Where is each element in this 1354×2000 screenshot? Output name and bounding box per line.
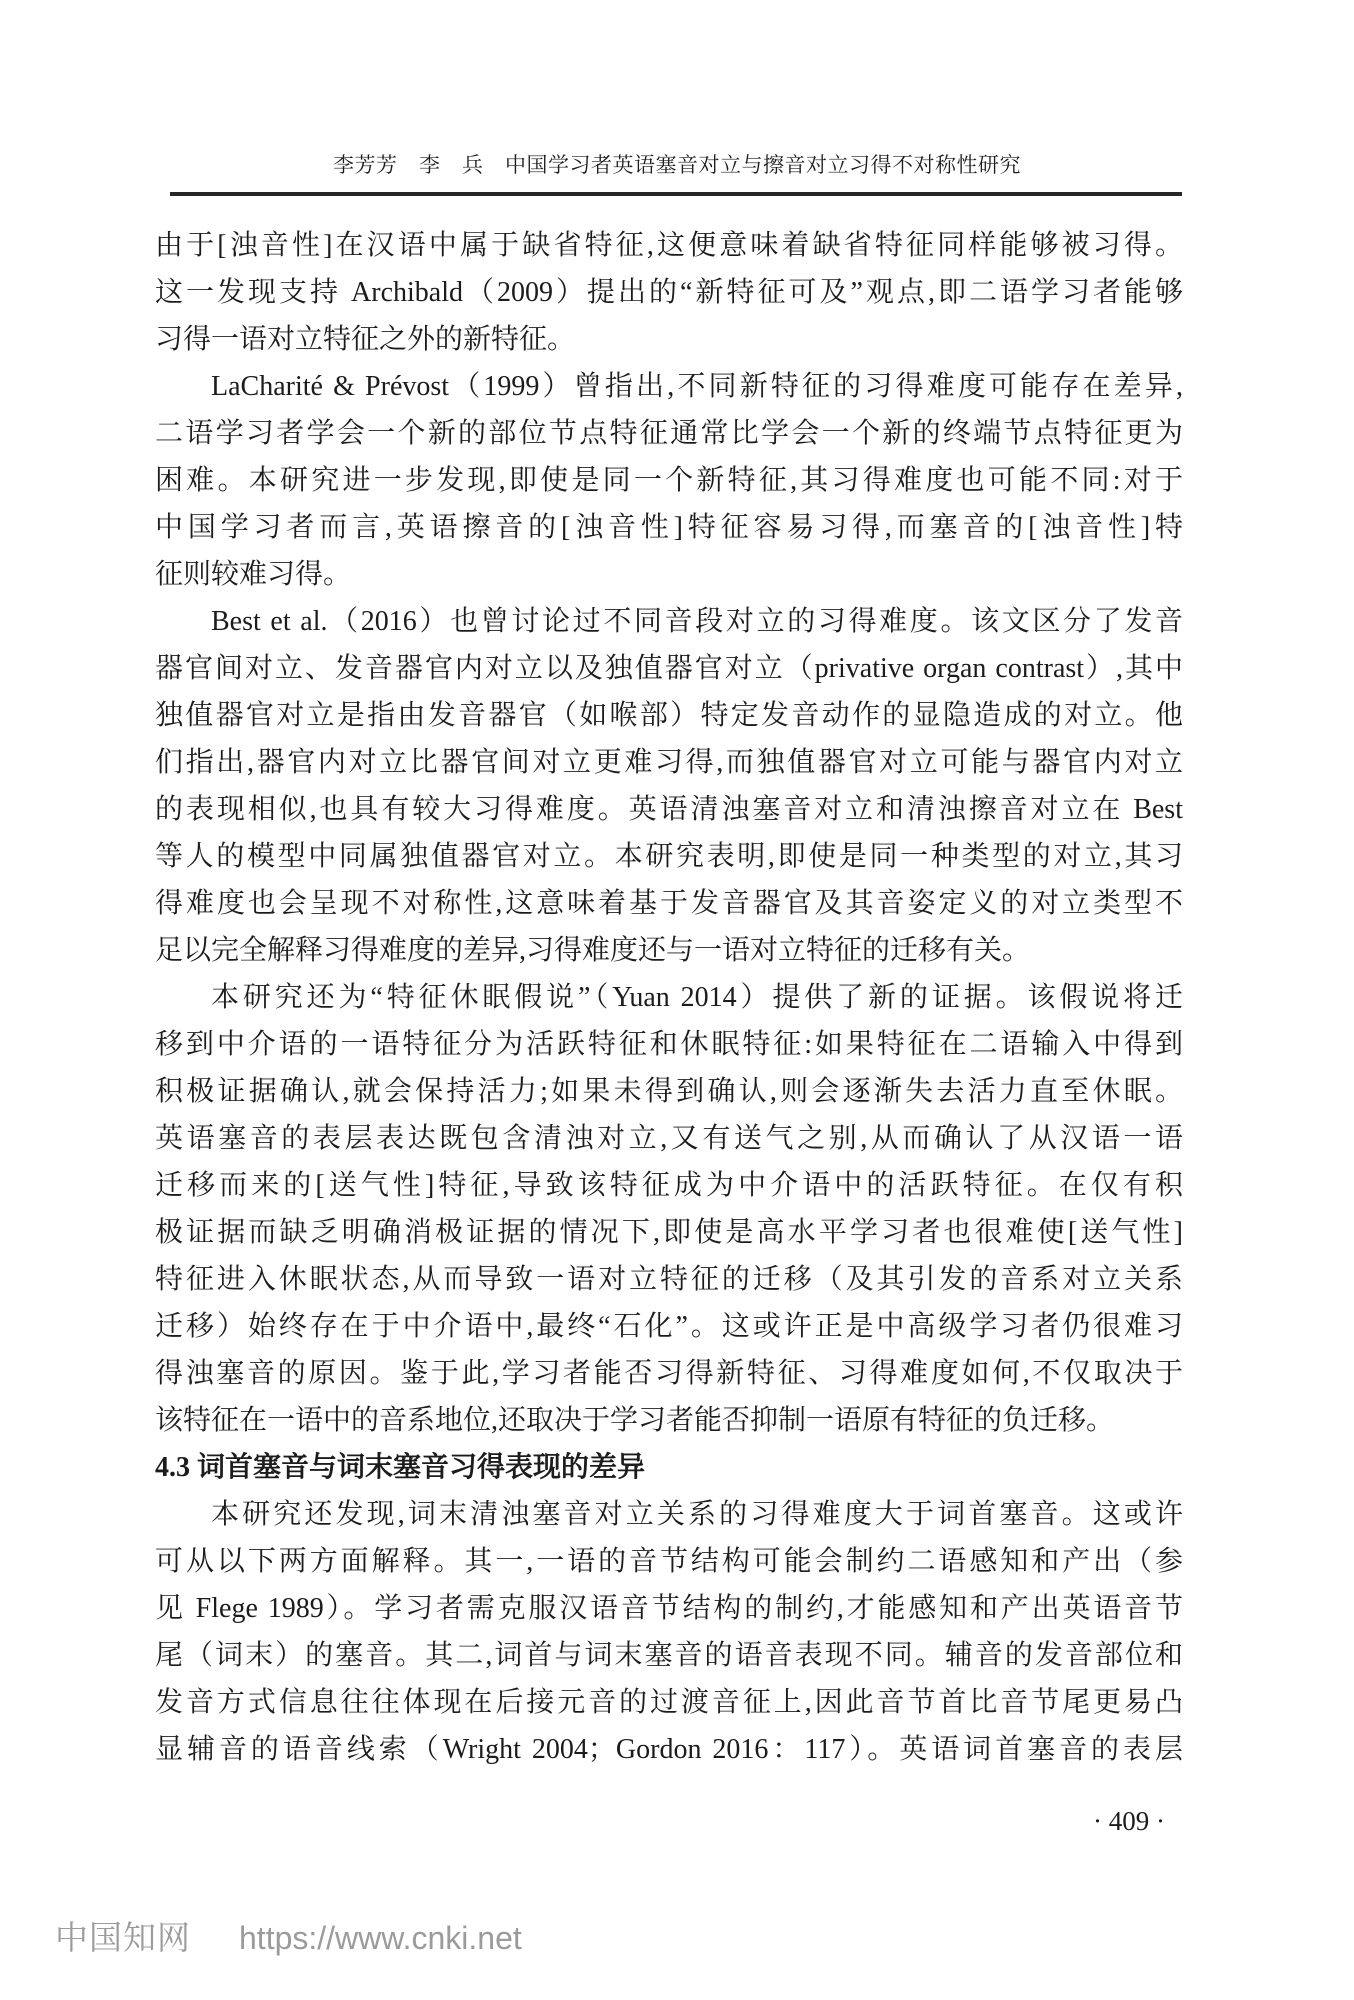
body-text <box>155 222 1183 1773</box>
text-line: 显辅音的语音线索（Wright 2004；Gordon 2016：117）。英语词首塞音的表层 <box>155 1734 1183 1765</box>
section-heading: 4.3 词首塞音与词末塞音习得表现的差异 <box>155 1452 646 1483</box>
text-line: 们指出,器官内对立比器官间对立更难习得,而独值器官对立可能与器官内对立 <box>155 747 1183 778</box>
text-line: 本研究还为“特征休眠假说”（Yuan 2014）提供了新的证据。该假说将迁 <box>211 982 1183 1013</box>
text-line: 独值器官对立是指由发音器官（如喉部）特定发音动作的显隐造成的对立。他 <box>155 700 1183 731</box>
text-line: LaCharité & Prévost（1999）曾指出,不同新特征的习得难度可能存在差异, <box>211 371 1183 402</box>
cnki-brand-text: 中国知网 <box>55 1919 191 1956</box>
page-number: · 409 · <box>1093 1806 1165 1836</box>
text-line: 这一发现支持 Archibald（2009）提出的“新特征可及”观点,即二语学习者能够 <box>155 277 1183 308</box>
running-header: 李芳芳 李 兵 中国学习者英语塞音对立与擦音对立习得不对称性研究 <box>333 153 1021 177</box>
text-line: 本研究还发现,词末清浊塞音对立关系的习得难度大于词首塞音。这或许 <box>211 1499 1183 1530</box>
text-line: 中国学习者而言,英语擦音的[浊音性]特征容易习得,而塞音的[浊音性]特 <box>155 512 1183 543</box>
text-line: 见 Flege 1989）。学习者需克服汉语音节结构的制约,才能感知和产出英语音节 <box>155 1593 1183 1624</box>
text-line: 特征进入休眠状态,从而导致一语对立特征的迁移（及其引发的音系对立关系 <box>155 1264 1183 1295</box>
text-line: 得浊塞音的原因。鉴于此,学习者能否习得新特征、习得难度如何,不仅取决于 <box>155 1358 1183 1389</box>
header-rule <box>170 192 1182 196</box>
text-line: 足以完全解释习得难度的差异,习得难度还与一语对立特征的迁移有关。 <box>155 935 1031 966</box>
text-line: 等人的模型中同属独值器官对立。本研究表明,即使是同一种类型的对立,其习 <box>155 841 1183 872</box>
text-line: 该特征在一语中的音系地位,还取决于学习者能否抑制一语原有特征的负迁移。 <box>155 1405 1115 1436</box>
text-line: Best et al.（2016）也曾讨论过不同音段对立的习得难度。该文区分了发音 <box>211 606 1183 637</box>
text-line: 积极证据确认,就会保持活力;如果未得到确认,则会逐渐失去活力直至休眠。 <box>155 1076 1183 1107</box>
text-line: 器官间对立、发音器官内对立以及独值器官对立（privative organ contrast）,其中 <box>155 653 1183 684</box>
text-line: 尾（词末）的塞音。其二,词首与词末塞音的语音表现不同。辅音的发音部位和 <box>155 1640 1183 1671</box>
text-line: 英语塞音的表层表达既包含清浊对立,又有送气之别,从而确认了从汉语一语 <box>155 1123 1183 1154</box>
text-line: 可从以下两方面解释。其一,一语的音节结构可能会制约二语感知和产出（参 <box>155 1546 1183 1577</box>
text-line: 得难度也会呈现不对称性,这意味着基于发音器官及其音姿定义的对立类型不 <box>155 888 1183 919</box>
text-line: 发音方式信息往往体现在后接元音的过渡音征上,因此音节首比音节尾更易凸 <box>155 1687 1183 1718</box>
cnki-url-text: https://www.cnki.net <box>239 1920 522 1956</box>
text-line: 困难。本研究进一步发现,即使是同一个新特征,其习得难度也可能不同:对于 <box>155 465 1183 496</box>
text-line: 由于[浊音性]在汉语中属于缺省特征,这便意味着缺省特征同样能够被习得。 <box>155 230 1183 261</box>
text-line: 迁移）始终存在于中介语中,最终“石化”。这或许正是中高级学习者仍很难习 <box>155 1311 1183 1342</box>
text-line: 二语学习者学会一个新的部位节点特征通常比学会一个新的终端节点特征更为 <box>155 418 1183 449</box>
text-line: 移到中介语的一语特征分为活跃特征和休眠特征:如果特征在二语输入中得到 <box>155 1029 1183 1060</box>
text-line: 征则较难习得。 <box>155 559 352 590</box>
text-line: 极证据而缺乏明确消极证据的情况下,即使是高水平学习者也很难使[送气性] <box>155 1217 1183 1248</box>
viewer-footer <box>55 1912 522 1959</box>
text-line: 迁移而来的[送气性]特征,导致该特征成为中介语中的活跃特征。在仅有积 <box>155 1170 1183 1201</box>
text-line: 的表现相似,也具有较大习得难度。英语清浊塞音对立和清浊擦音对立在 Best <box>155 794 1183 825</box>
text-line: 习得一语对立特征之外的新特征。 <box>155 324 576 355</box>
